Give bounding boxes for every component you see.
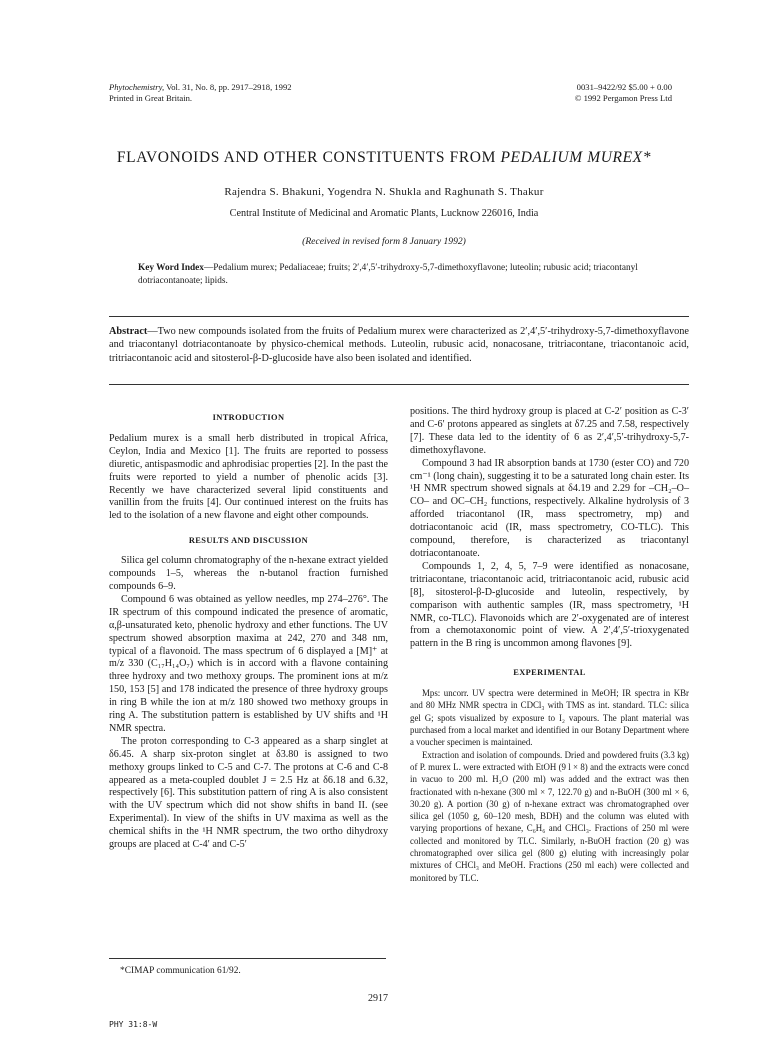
keyword-label: Key Word Index [138,263,204,273]
title-species: PEDALIUM MUREX* [500,149,652,166]
section-results: RESULTS AND DISCUSSION [188,536,309,546]
title-main: FLAVONOIDS AND OTHER CONSTITUENTS FROM [116,149,496,166]
section-experimental: EXPERIMENTAL [513,668,586,678]
printed-in: Printed in Great Britain. [109,93,193,103]
experimental-paragraph-2: Extraction and isolation of compounds. Dried and powdered fruits (3.3 kg) of P. murex L. were extracted with EtOH (9 l × 8) and the extracts were concd in vacuo to 200 ml. H₂O (200 ml) was added and the extract was then fractionated with n-hexane (300 ml × 7, 122.70 g) and n-BuOH (300 ml × 6, 30.20 g). A portion (30 g) of n-hexane extract was chromatographed over silica gel (1050 g, 60–120 mesh, BDH) and the column was eluted with varying proportions of hexane, C₆H₆ and CHCl₃. Fractions of 250 ml were collected and monitored by TLC. Similarly, n-BuOH fraction (20 g) was chromatographed over silica gel (800 g) eluting with increasingly polar mixtures of CHCl₃ and MeOH. Fractions (250 ml each) were collected and monitored by TLC. [410,749,689,883]
footnote-divider [109,958,386,959]
keyword-text: —Pedalium murex; Pedaliaceae; fruits; 2′,4′,5′-trihydroxy-5,7-dimethoxyflavone; luteolin; rubusic acid; triacontanyl dotriacontanoate; lipids. [138,263,638,286]
results-paragraph-3: The proton corresponding to C-3 appeared as a sharp singlet at δ6.45. A sharp six-proton singlet at δ3.80 is assigned to two methoxy groups linked to C-5 and C-7. The protons at C-6 and C-8 appeared as a meta-coupled doublet J = 2.5 Hz at δ6.18 and 6.32, respectively [6]. This substitution pattern of ring A is also consistent with the UV spectrum which did not show shifts in band II. (see Experimental). In view of the shifts in UV maxima as well as the chemical shifts in the ¹H NMR spectrum, the two ortho dihydroxy groups are placed at C-4′ and C-5′ [109,735,388,851]
issn-price: 0031–9422/92 $5.00 + 0.00 [576,82,672,92]
print-code: PHY 31:8-W [109,1020,158,1029]
keyword-index [138,262,654,288]
divider-bottom [109,384,689,385]
journal-citation: Vol. 31, No. 8, pp. 2917–2918, 1992 [166,82,292,92]
authors: Rajendra S. Bhakuni, Yogendra N. Shukla and Raghunath S. Thakur [224,186,544,198]
section-introduction: INTRODUCTION [212,413,285,422]
journal-header-right [575,82,672,104]
right-paragraph-1: positions. The third hydroxy group is placed at C-2′ position as C-3′ and C-6′ protons appeared as singlets at δ7.25 and 7.58, respectively [7]. These data led to the identity of 6 as 2′,4′,5′-trihydroxy-5,7-dimethoxyflavone. [410,406,689,456]
right-column [410,406,689,884]
right-paragraph-2: Compound 3 had IR absorption bands at 1730 (ester CO) and 720 cm⁻¹ (long chain), suggesting it to be a saturated long chain ester. Its ¹H NMR spectrum showed signals at δ4.19 and 2.29 for –CH₂–O–CO– and OC–CH₂ functions, respectively. Alkaline hydrolysis of 3 afforded triacontanol (IR, mass spectrometry, mp) and dotriacontanoic acid (IR, mass spectrometry, CO-TLC). This compound, therefore, is characterized as triacontanyl dotriacontanoate. [410,457,689,559]
institute: Central Institute of Medicinal and Aromatic Plants, Lucknow 226016, India [229,208,539,219]
abstract-label: Abstract [109,326,148,337]
paper-title [60,149,708,167]
abstract-text: —Two new compounds isolated from the fruits of Pedalium murex were characterized as 2′,4′,5′-trihydroxy-5,7-dimethoxyflavone and triacontanyl dotriacontanoate by physico-chemical methods. Luteolin, rubusic acid, nonacosane, tritriacontane, triacontanoic acid, tritriacontanoic acid and sitosterol-β-D-glucoside have also been isolated and identified. [109,326,689,364]
experimental-paragraph-1: Mps: uncorr. UV spectra were determined in MeOH; IR spectra in KBr and 80 MHz NMR spectra in CDCl₃ with TMS as int. standard. TLC: silica gel G; spots visualized by exposure to I₂ vapours. The plant material was purchased from a local market and identified in our Botany Department where a voucher specimen is maintained. [410,688,689,748]
results-paragraph-2: Compound 6 was obtained as yellow needles, mp 274–276°. The IR spectrum of this compound indicated the presence of aromatic, α,β-unsaturated keto, phenolic hydroxy and ether functions. The UV spectrum showed absorption maxima at 242, 270 and 348 nm, typical of a flavonoid. The mass spectrum of 6 displayed a [M]⁺ at m/z 330 (C₁₇H₁₄O₇) which is in accord with a flavone containing three hydroxy and two methoxy groups. The prominent ions at m/z 150, 153 [5] and 178 indicated the presence of three hydroxy groups in ring B while the ion at m/z 180 showed two methoxy groups in ring A. The substitution pattern is established by UV shifts and ¹H NMR spectra. [109,593,388,734]
copyright: © 1992 Pergamon Press Ltd [574,93,672,103]
divider-top [109,316,689,317]
page-number: 2917 [368,993,388,1004]
abstract [109,325,689,365]
left-column [109,412,388,852]
journal-name: Phytochemistry, [109,82,165,92]
intro-paragraph: Pedalium murex is a small herb distributed in tropical Africa, Ceylon, India and Mexico [1]. The fruits are reported to possess diuretic, antispasmodic and aphrodisiac properties [2]. In the past the fruits were reported to yield a number of phenolic acids [3]. Recently we have characterized several lipid constituents and vanillin from the fruits [4]. Our continued interest on the fruits has led to the isolation of a new flavone and eight other compounds. [109,432,388,522]
received-date: (Received in revised form 8 January 1992) [302,236,466,247]
right-paragraph-3: Compounds 1, 2, 4, 5, 7–9 were identified as nonacosane, tritriacontane, triacontanoic acid, tritriacontanoic acid, rubusic acid [8], sitosterol-β-D-glucoside and luteolin, respectively, by comparison with authentic samples (IR, mass spectrometry, ¹H NMR, co-TLC). Flavonoids which are 2′-oxygenated are of interest from a chemotaxonomic point of view. A 2′,4′,5′-trioxygenated pattern in the B ring is uncommon among flavones [9]. [410,560,689,650]
journal-header-left [109,82,292,104]
footnote: *CIMAP communication 61/92. [120,966,241,976]
results-paragraph-1: Silica gel column chromatography of the n-hexane extract yielded compounds 1–5, whereas the n-butanol fraction furnished compounds 6–9. [109,555,388,592]
